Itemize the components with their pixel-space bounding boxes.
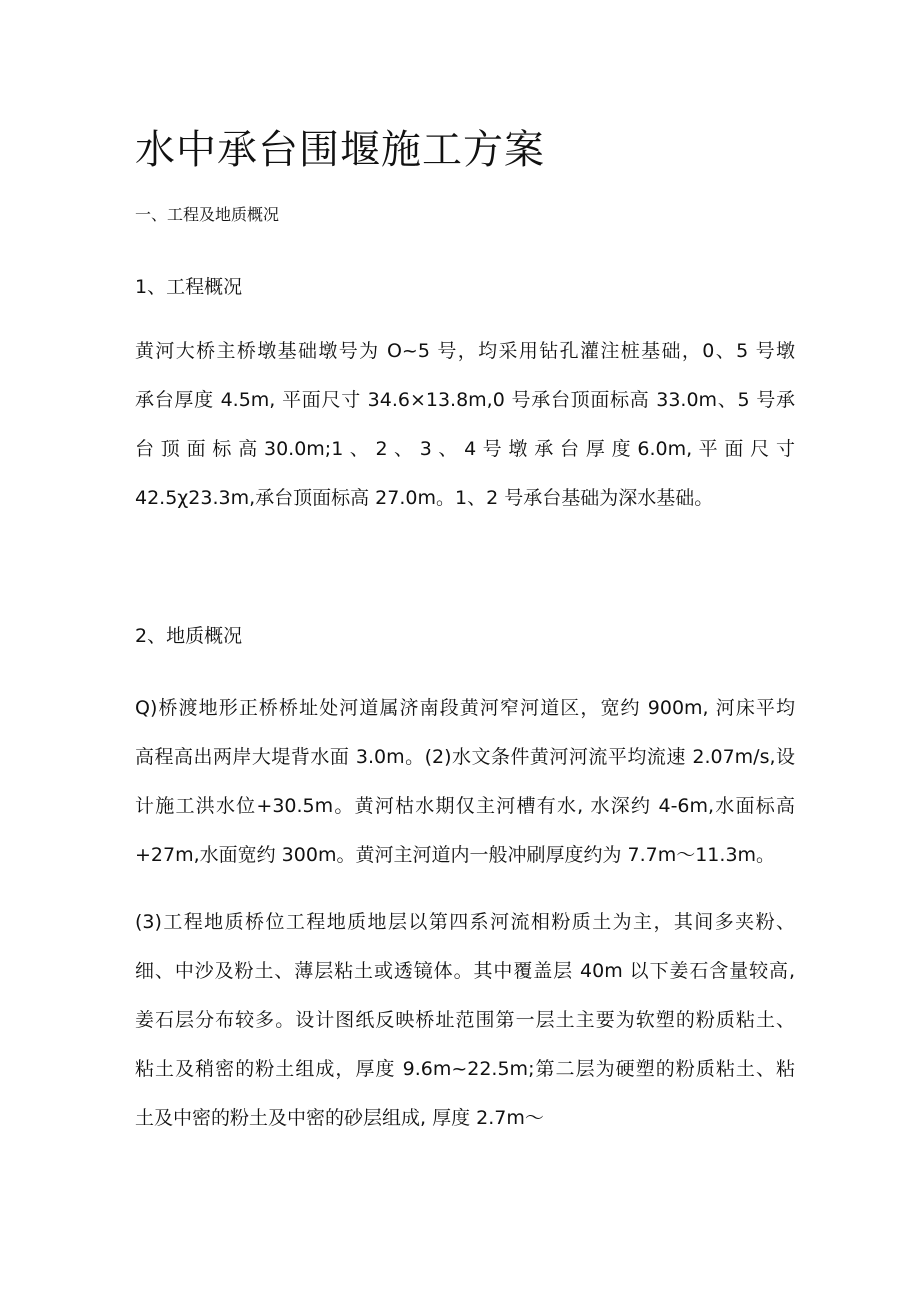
paragraph-line: (3)工程地质桥位工程地质地层以第四系河流相粉质土为主，其间多夹粉、 [135,911,795,933]
paragraph-line: 姜石层分布较多。设计图纸反映桥址范围第一层土主要为软塑的粉质粘土、 [135,1009,795,1031]
subsection-heading-geology: 2、地质概况 [135,625,243,647]
paragraph-line: 粘土及稍密的粉土组成，厚度 9.6m~22.5m;第二层为硬塑的粉质粘土、粘 [135,1058,795,1080]
document-title: 水中承台围堰施工方案 [135,127,545,173]
subsection-heading-engineering: 1、工程概况 [135,276,243,298]
paragraph-engineering-overview [135,327,795,523]
paragraph-line: 承台厚度 4.5m, 平面尺寸 34.6×13.8m,0 号承台顶面标高 33.0m、5 号承 [135,389,795,411]
paragraph-line: 土及中密的粉土及中密的砂层组成, 厚度 2.7m～ [135,1107,544,1129]
paragraph-line: 台 顶 面 标 高 30.0m;1 、 2 、 3 、 4 号 墩 承 台 厚 度 6.0m, 平 面 尺 寸 [135,438,795,460]
paragraph-geology-hydrology [135,684,795,880]
paragraph-line: 42.5χ23.3m,承台顶面标高 27.0m。1、2 号承台基础为深水基础。 [135,487,714,509]
paragraph-line: 计施工洪水位+30.5m。黄河枯水期仅主河槽有水, 水深约 4-6m,水面标高 [135,795,795,817]
paragraph-line: +27m,水面宽约 300m。黄河主河道内一般冲刷厚度约为 7.7m～11.3m。 [135,844,776,866]
paragraph-line: 黄河大桥主桥墩基础墩号为 O~5 号，均采用钻孔灌注桩基础，0、5 号墩 [135,340,795,362]
paragraph-line: Q)桥渡地形正桥桥址处河道属济南段黄河窄河道区，宽约 900m, 河床平均 [135,697,795,719]
paragraph-line: 细、中沙及粉土、薄层粘土或透镜体。其中覆盖层 40m 以下姜石含量较高, [135,960,795,982]
paragraph-line: 高程高出两岸大堤背水面 3.0m。(2)水文条件黄河河流平均流速 2.07m∕s,设 [135,746,795,768]
paragraph-engineering-geology [135,898,795,1143]
section-heading: 一、工程及地质概况 [135,205,280,224]
